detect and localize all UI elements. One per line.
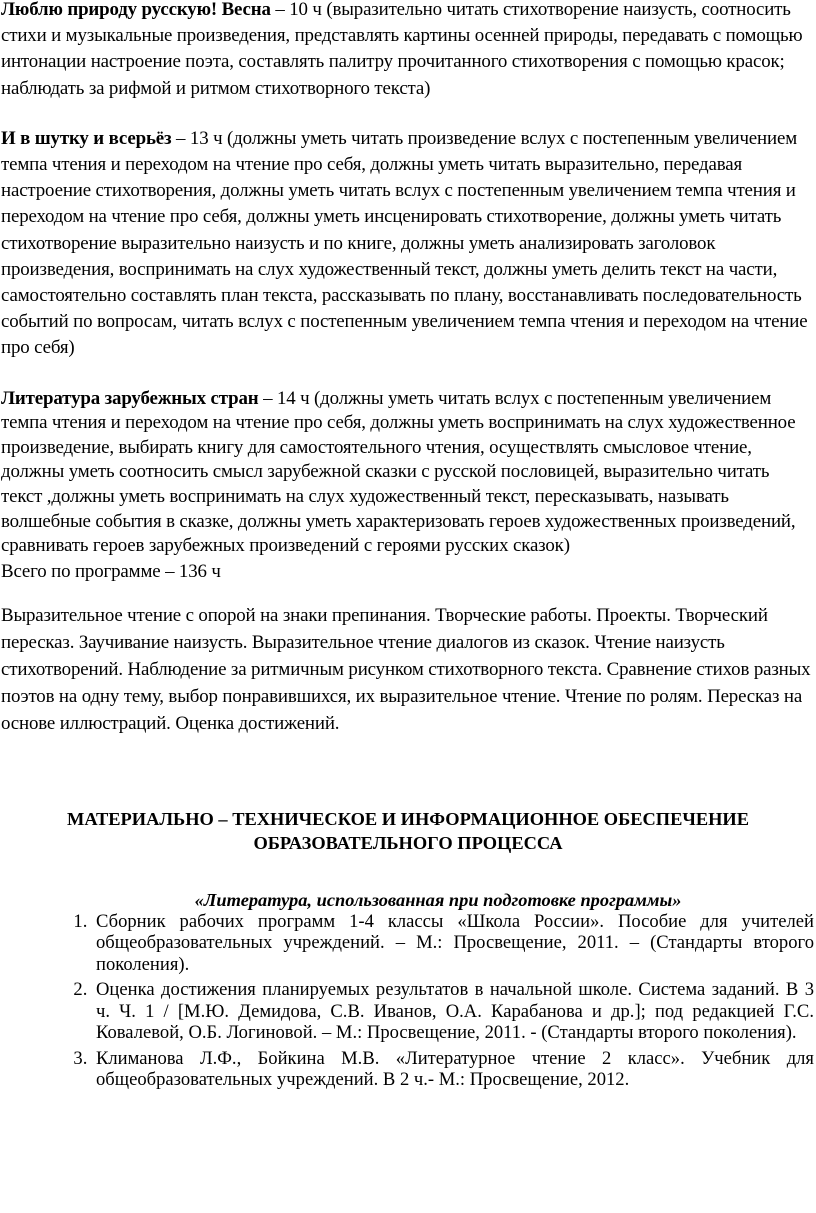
reference-item: 1. Сборник рабочих программ 1-4 классы «Школа России». Пособие для учителей общеобразовательных учреждений. – М.: Просвещение, 2011. – (Стандарты второго поколения). [92, 911, 814, 976]
section-spring [0, 0, 816, 102]
spacer [0, 855, 816, 889]
reference-item: 3. Климанова Л.Ф., Бойкина М.В. «Литературное чтение 2 класс». Учебник для общеобразовательных учреждений. В 2 ч.- М.: Просвещение, 2012. [92, 1048, 814, 1091]
literature-title: «Литература, использованная при подготовке программы» [194, 889, 682, 910]
spacer [0, 737, 816, 807]
section-heading: МАТЕРИАЛЬНО – ТЕХНИЧЕСКОЕ И ИНФОРМАЦИОННОЕ ОБЕСПЕЧЕНИЕ [66, 808, 750, 829]
program-total: Всего по программе – 136 ч [1, 560, 221, 582]
section-hours: – 10 ч [270, 0, 322, 20]
spacer [0, 584, 816, 602]
section-title: Люблю природу русскую! Весна [1, 0, 271, 20]
section-title: Литература зарубежных стран [1, 387, 259, 409]
spacer [0, 362, 816, 388]
section-title: И в шутку и всерьёз [1, 127, 172, 149]
section-text: (выразительно читать стихотворение наизусть, соотносить стихи и музыкальные произведения, представлять картины осенней природы, передавать с помощью интонации настроение поэта, составлять палитру прочитанного стихотворения с помощью красок; наблюдать за рифмой и ритмом стихотворного текста) [1, 0, 803, 99]
section-hours: – 14 ч [258, 387, 310, 409]
spacer [0, 102, 816, 128]
reference-item: 2. Оценка достижения планируемых результатов в начальной школе. Система заданий. В 3 ч. Ч. 1 / [М.Ю. Демидова, С.В. Иванов, О.А. Карабанова и др.]; под редакцией Г.С. Ковалевой, О.Б. Логиновой. – М.: Просвещение, 2011. - (Стандарты второго поколения). [92, 979, 814, 1044]
section-text: (должны уметь читать вслух с постепенным увеличением темпа чтения и переходом на чтение про себя, должны уметь воспринимать на слух художественное произведение, выбирать книгу для самостоятельного чтения, осуществлять смысловое чтение, должны уметь соотносить смысл зарубежной сказки с русской пословицей, выразительно читать текст ,должны уметь воспринимать на слух художественный текст, пересказывать, называть волшебные события в сказке, должны уметь характеризовать героев художественных произведений, сравнивать героев зарубежных произведений с героями русских сказок) [1, 387, 796, 557]
activities-paragraph: Выразительное чтение с опорой на знаки препинания. Творческие работы. Проекты. Творческий пересказ. Заучивание наизусть. Выразительное чтение диалогов из сказок. Чтение наизусть стихотворений. Наблюдение за ритмичным рисунком стихотворного текста. Сравнение стихов разных поэтов на одну тему, выбор понравившихся, их выразительное чтение. Чтение по ролям. Пересказ на основе иллюстраций. Оценка достижений. [1, 604, 811, 734]
section-heading-line2: ОБРАЗОВАТЕЛЬНОГО ПРОЦЕССА [253, 832, 563, 853]
section-hours: – 13 ч [171, 127, 223, 149]
references-list [0, 911, 816, 1091]
section-foreign [0, 387, 816, 559]
section-humor [0, 126, 816, 362]
section-text: (должны уметь читать произведение вслух с постепенным увеличением темпа чтения и переходом на чтение про себя, должны уметь читать выразительно, передавая настроение стихотворения, должны уметь читать вслух с постепенным увеличением темпа чтения и переходом на чтение про себя, должны уметь инсценировать стихотворение, должны уметь читать стихотворение выразительно наизусть и по книге, должны уметь анализировать заголовок произведения, воспринимать на слух художественный текст, должны уметь делить текст на части, самостоятельно составлять план текста, рассказывать по плану, восстанавливать последовательность событий по вопросам, читать вслух с постепенным увеличением темпа чтения и переходом на чтение про себя) [1, 127, 808, 359]
